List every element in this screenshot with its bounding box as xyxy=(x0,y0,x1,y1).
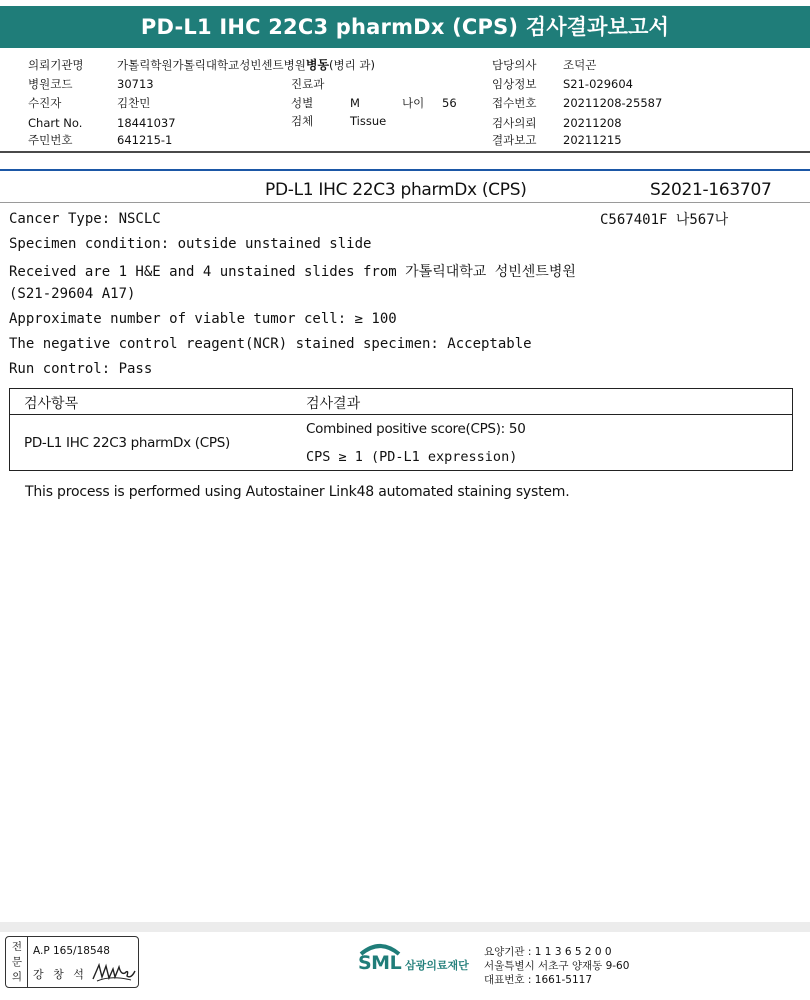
chart-value: 18441037 xyxy=(117,116,176,130)
recipient-value: 김찬민 xyxy=(117,96,151,110)
footer-band xyxy=(0,922,810,932)
clinical-value: S21-029604 xyxy=(563,77,633,91)
result-item: PD-L1 IHC 22C3 pharmDx (CPS) xyxy=(24,435,230,451)
header-divider xyxy=(0,151,810,153)
cps-expression: CPS ≥ 1 (PD-L1 expression) xyxy=(306,449,518,465)
report-line: Received are 1 H&E and 4 unstained slides from 가톨릭대학교 성빈센트병원 xyxy=(9,264,576,280)
pathologist-name: 강 창 석 xyxy=(33,968,87,981)
ap-number: A.P 165/18548 xyxy=(33,945,110,957)
organization-name: 삼광의료재단 xyxy=(405,959,469,972)
report-divider-bottom xyxy=(0,202,810,203)
doctor-value: 조덕곤 xyxy=(563,58,597,72)
hospital-value xyxy=(117,58,375,72)
doctor-label: 담당의사 xyxy=(492,58,537,72)
report-title-bar xyxy=(0,6,810,48)
signature-icon xyxy=(91,961,137,985)
report-line: (S21-29604 A17) xyxy=(9,286,136,302)
report-line: The negative control reagent(NCR) stained specimen: Acceptable xyxy=(9,336,532,352)
age-value: 56 xyxy=(442,96,457,110)
clinical-label: 임상정보 xyxy=(492,77,537,91)
pathologist-signature-box xyxy=(5,936,139,988)
sex-label: 성별 xyxy=(291,96,314,110)
specialist-label: 전문의 xyxy=(11,941,23,983)
report-line: Approximate number of viable tumor cell: ≥ 100 xyxy=(9,311,397,327)
rrn-value: 641215-1 xyxy=(117,133,173,147)
request-label: 검사의뢰 xyxy=(492,116,537,130)
request-value: 20211208 xyxy=(563,116,622,130)
phone-number: 대표번호 : 1661-5117 xyxy=(484,974,593,986)
signature-divider xyxy=(27,937,28,987)
results-header-divider xyxy=(10,414,792,415)
report-date-value: 20211215 xyxy=(563,133,622,147)
report-number: S2021-163707 xyxy=(650,180,772,200)
ward-label: 병동 xyxy=(305,58,330,72)
hospital-name: 가톨릭학원가톨릭대학교성빈센트병원 xyxy=(117,58,306,72)
sample-id: C567401F 나567나 xyxy=(600,212,729,228)
code-value: 30713 xyxy=(117,77,154,91)
dept-label: 진료과 xyxy=(291,77,325,91)
rrn-label: 주민번호 xyxy=(28,133,73,147)
chart-label: Chart No. xyxy=(28,116,83,130)
receipt-value: 20211208-25587 xyxy=(563,96,663,110)
sex-value: M xyxy=(350,96,360,110)
col-header-result: 검사결과 xyxy=(306,396,361,412)
ward-value: (병리 과) xyxy=(329,58,376,72)
age-label: 나이 xyxy=(402,96,425,110)
logo-wordmark: SML xyxy=(358,952,402,974)
report-divider-top xyxy=(0,169,810,171)
sml-logo xyxy=(355,942,481,982)
receipt-label: 접수번호 xyxy=(492,96,537,110)
hospital-label: 의뢰기관명 xyxy=(28,58,84,72)
process-footnote: This process is performed using Autostainer Link48 automated staining system. xyxy=(25,484,570,500)
report-date-label: 결과보고 xyxy=(492,133,537,147)
specimen-value: Tissue xyxy=(350,114,387,128)
report-line: Specimen condition: outside unstained slide xyxy=(9,236,372,252)
report-line: Run control: Pass xyxy=(9,361,153,377)
address: 서울특별시 서초구 양재동 9-60 xyxy=(484,960,630,972)
cps-score: Combined positive score(CPS): 50 xyxy=(306,421,526,437)
results-table xyxy=(9,388,793,471)
col-header-item: 검사항목 xyxy=(24,396,79,412)
specimen-label: 검체 xyxy=(291,114,314,128)
report-line: Cancer Type: NSCLC xyxy=(9,211,161,227)
report-title: PD-L1 IHC 22C3 pharmDx (CPS) 검사결과보고서 xyxy=(140,15,670,39)
test-name-heading: PD-L1 IHC 22C3 pharmDx (CPS) xyxy=(265,180,527,200)
recipient-label: 수진자 xyxy=(28,96,62,110)
care-institution-number: 요양기관 : 1 1 3 6 5 2 0 0 xyxy=(484,946,612,958)
code-label: 병원코드 xyxy=(28,77,73,91)
